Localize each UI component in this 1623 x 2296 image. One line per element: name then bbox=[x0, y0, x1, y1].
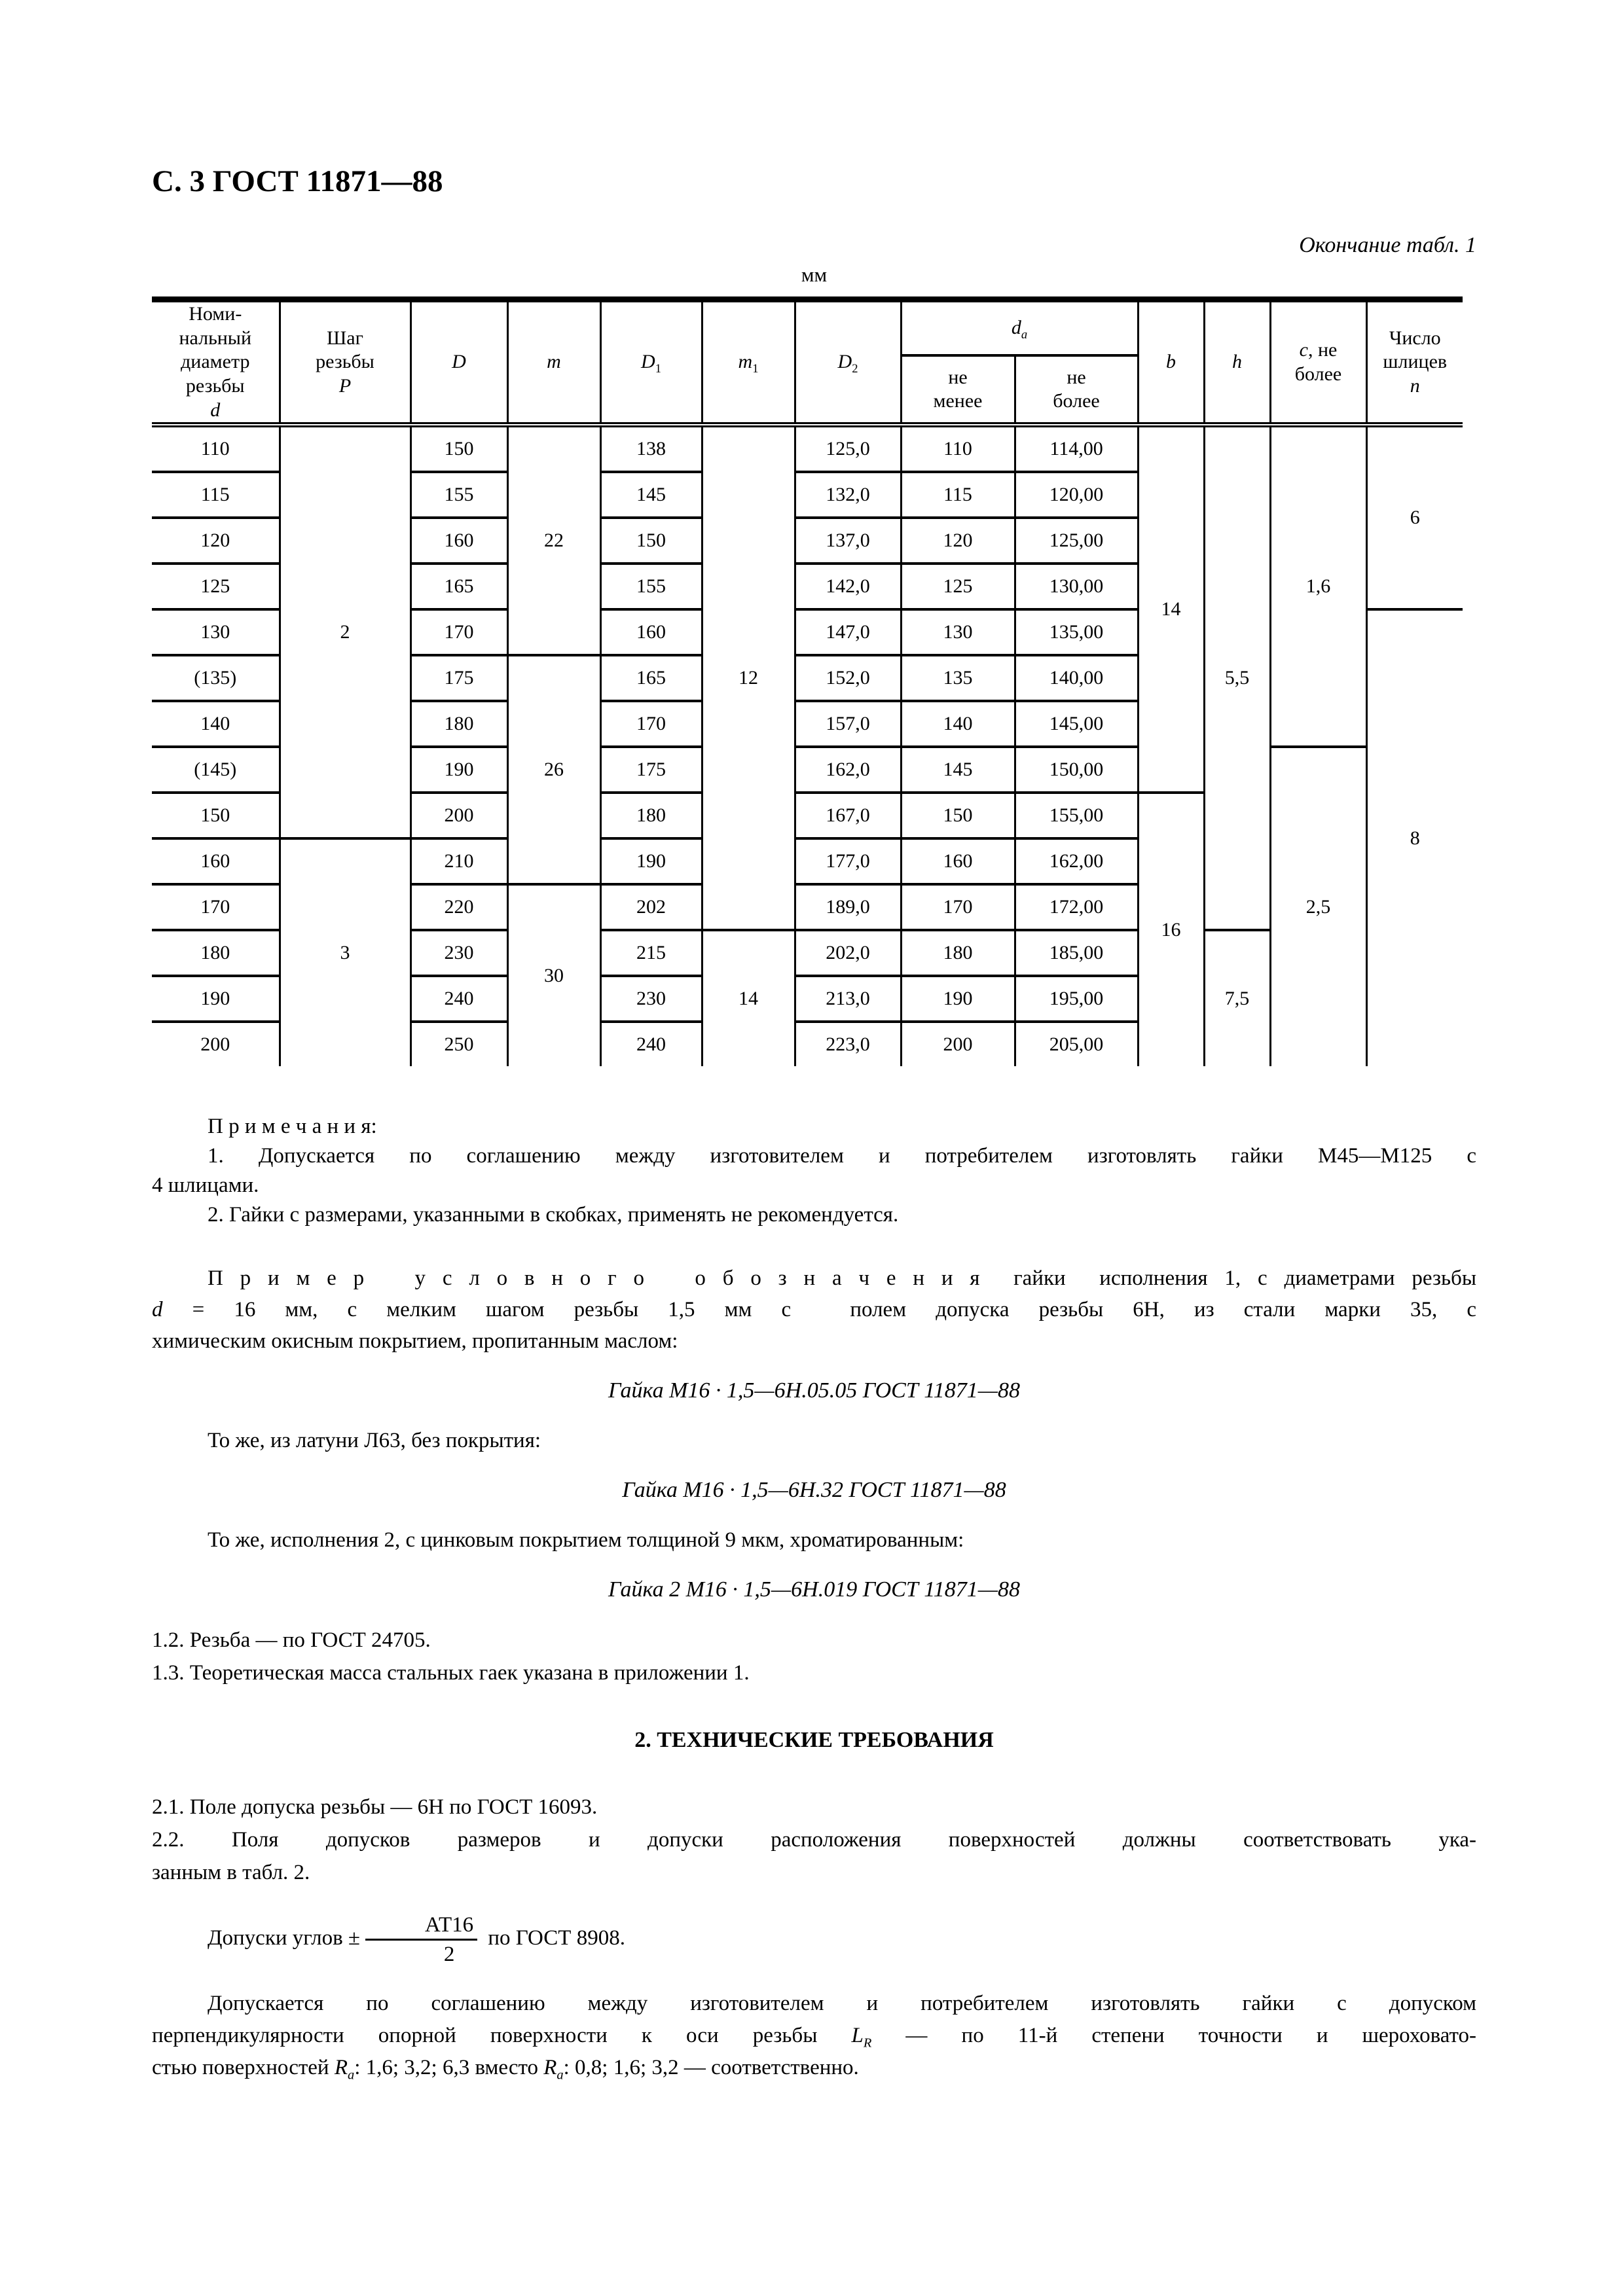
cell-D2: 132,0 bbox=[795, 472, 901, 518]
units-label: мм bbox=[801, 263, 828, 287]
tolerance-formula bbox=[152, 1911, 1476, 1968]
cell-D: 150 bbox=[410, 425, 507, 472]
final-line bbox=[152, 2020, 1476, 2052]
cell-D: 190 bbox=[410, 747, 507, 793]
table-caption: Окончание табл. 1 bbox=[1299, 232, 1476, 257]
designation-line: Гайка 2 М16 · 1,5—6Н.019 ГОСТ 11871—88 bbox=[608, 1577, 1020, 1602]
column-header-h bbox=[1204, 300, 1270, 425]
cell-b: 16 bbox=[1138, 793, 1204, 1066]
cell-da-max: 150,00 bbox=[1015, 747, 1138, 793]
cell-da-max: 172,00 bbox=[1015, 884, 1138, 930]
variable-D: D bbox=[452, 351, 466, 373]
variable-m: m bbox=[547, 351, 561, 373]
cell-da-max: 185,00 bbox=[1015, 930, 1138, 976]
cell-D: 220 bbox=[410, 884, 507, 930]
header-text: резьбы bbox=[316, 351, 374, 373]
cell-m: 26 bbox=[507, 655, 600, 884]
cell-D1: 165 bbox=[600, 655, 702, 701]
dimensions-table bbox=[152, 296, 1463, 1066]
header-text: более bbox=[1294, 363, 1342, 385]
header-text: не bbox=[948, 366, 968, 388]
cell-h: 5,5 bbox=[1204, 425, 1270, 930]
cell-da-min: 125 bbox=[901, 564, 1015, 609]
clause-line: 1.2. Резьба — по ГОСТ 24705. bbox=[152, 1628, 431, 1653]
cell-da-min: 160 bbox=[901, 838, 1015, 884]
cell-D1: 138 bbox=[600, 425, 702, 472]
example-text: = 16 мм, с мелким шагом резьбы 1,5 мм с полем допуска резьбы 6Н, из стали марки 35, с bbox=[162, 1298, 1476, 1322]
variable-m1: m bbox=[738, 351, 753, 373]
header-text: менее bbox=[933, 390, 983, 412]
fraction bbox=[365, 1911, 477, 1968]
cell-D2: 152,0 bbox=[795, 655, 901, 701]
cell-D: 230 bbox=[410, 930, 507, 976]
fraction-denominator: 2 bbox=[443, 1942, 455, 1966]
cell-n: 8 bbox=[1366, 609, 1463, 1066]
plus-minus-sign: ± bbox=[348, 1926, 361, 1950]
example-text: гайки исполнения 1, с диаметрами резьбы bbox=[979, 1266, 1476, 1291]
designation-line: Гайка М16 · 1,5—6Н.32 ГОСТ 11871—88 bbox=[622, 1478, 1006, 1503]
formula-text: по ГОСТ 8908. bbox=[483, 1926, 625, 1950]
cell-da-min: 135 bbox=[901, 655, 1015, 701]
designation-line: Гайка М16 · 1,5—6Н.05.05 ГОСТ 11871—88 bbox=[608, 1378, 1020, 1403]
note-line: 4 шлицами. bbox=[152, 1174, 259, 1198]
cell-da-min: 180 bbox=[901, 930, 1015, 976]
notes-title: П р и м е ч а н и я: bbox=[208, 1115, 377, 1139]
cell-d: 115 bbox=[152, 472, 280, 518]
variable-n: n bbox=[1410, 374, 1420, 397]
cell-da-min: 130 bbox=[901, 609, 1015, 655]
cell-d: 125 bbox=[152, 564, 280, 609]
subscript: a bbox=[1021, 328, 1028, 342]
cell-D1: 150 bbox=[600, 518, 702, 564]
cell-c: 1,6 bbox=[1270, 425, 1366, 747]
cell-d: 180 bbox=[152, 930, 280, 976]
cell-D2: 202,0 bbox=[795, 930, 901, 976]
final-text: : 1,6; 3,2; 6,3 вместо bbox=[354, 2055, 544, 2079]
header-text: диаметр bbox=[181, 351, 250, 373]
final-text: — по 11-й степени точности и шероховато- bbox=[871, 2023, 1476, 2047]
column-header-b bbox=[1138, 300, 1204, 425]
cell-m: 30 bbox=[507, 884, 600, 1066]
cell-D: 210 bbox=[410, 838, 507, 884]
final-paragraph bbox=[152, 1988, 1476, 2084]
cell-D1: 230 bbox=[600, 976, 702, 1022]
cell-d: (135) bbox=[152, 655, 280, 701]
clause-line: 1.3. Теоретическая масса стальных гаек указана в приложении 1. bbox=[152, 1661, 750, 1685]
header-text: шлицев bbox=[1383, 351, 1448, 373]
example-line bbox=[152, 1263, 1476, 1294]
alternative-line: То же, из латуни Л63, без покрытия: bbox=[208, 1429, 541, 1453]
header-text: нальный bbox=[179, 327, 252, 349]
cell-b: 14 bbox=[1138, 425, 1204, 793]
cell-d: (145) bbox=[152, 747, 280, 793]
cell-da-min: 115 bbox=[901, 472, 1015, 518]
variable-d: d bbox=[210, 399, 221, 421]
cell-D: 170 bbox=[410, 609, 507, 655]
cell-D: 250 bbox=[410, 1022, 507, 1066]
variable-c: с bbox=[1299, 339, 1308, 361]
cell-D2: 177,0 bbox=[795, 838, 901, 884]
cell-da-max: 125,00 bbox=[1015, 518, 1138, 564]
subscript: R bbox=[863, 2036, 872, 2051]
clause-line: занным в табл. 2. bbox=[152, 1860, 310, 1884]
header-text: более bbox=[1053, 390, 1100, 412]
header-text: , не bbox=[1307, 339, 1338, 361]
column-header-P bbox=[280, 300, 410, 425]
cell-D2: 167,0 bbox=[795, 793, 901, 838]
page-header: С. 3 ГОСТ 11871—88 bbox=[152, 164, 443, 198]
cell-D2: 189,0 bbox=[795, 884, 901, 930]
cell-D2: 162,0 bbox=[795, 747, 901, 793]
cell-D: 160 bbox=[410, 518, 507, 564]
cell-D1: 190 bbox=[600, 838, 702, 884]
cell-da-max: 114,00 bbox=[1015, 425, 1138, 472]
cell-D1: 145 bbox=[600, 472, 702, 518]
column-header-n bbox=[1366, 300, 1463, 425]
variable-d: d bbox=[152, 1298, 163, 1322]
column-header-da bbox=[901, 300, 1138, 356]
formula-text: Допуски углов bbox=[208, 1926, 348, 1950]
variable-Ra: R bbox=[334, 2055, 348, 2079]
cell-da-min: 200 bbox=[901, 1022, 1015, 1066]
header-text: Шаг bbox=[327, 327, 363, 349]
cell-D1: 160 bbox=[600, 609, 702, 655]
cell-D: 165 bbox=[410, 564, 507, 609]
final-line bbox=[152, 2052, 1476, 2084]
cell-D1: 202 bbox=[600, 884, 702, 930]
cell-d: 130 bbox=[152, 609, 280, 655]
variable-Ra: R bbox=[543, 2055, 557, 2079]
cell-D2: 137,0 bbox=[795, 518, 901, 564]
cell-D2: 142,0 bbox=[795, 564, 901, 609]
cell-da-min: 140 bbox=[901, 701, 1015, 747]
variable-P: P bbox=[338, 374, 352, 397]
cell-D: 175 bbox=[410, 655, 507, 701]
example-line bbox=[152, 1294, 1476, 1325]
column-header-da-min bbox=[901, 355, 1015, 425]
cell-da-max: 130,00 bbox=[1015, 564, 1138, 609]
cell-D1: 240 bbox=[600, 1022, 702, 1066]
cell-da-max: 140,00 bbox=[1015, 655, 1138, 701]
cell-m1: 14 bbox=[702, 930, 795, 1066]
final-text: стью поверхностей bbox=[152, 2055, 335, 2079]
cell-d: 160 bbox=[152, 838, 280, 884]
header-text: Число bbox=[1389, 327, 1441, 349]
subscript: 1 bbox=[752, 362, 759, 376]
cell-D2: 125,0 bbox=[795, 425, 901, 472]
cell-D2: 213,0 bbox=[795, 976, 901, 1022]
cell-d: 110 bbox=[152, 425, 280, 472]
cell-D1: 175 bbox=[600, 747, 702, 793]
alternative-line: То же, исполнения 2, с цинковым покрытием толщиной 9 мкм, хроматированным: bbox=[208, 1528, 964, 1552]
cell-m1: 12 bbox=[702, 425, 795, 930]
cell-h: 7,5 bbox=[1204, 930, 1270, 1066]
spaced-lead: П р и м е р у с л о в н о г о о б о з н а ч е н и я bbox=[208, 1266, 980, 1291]
header-row-1 bbox=[152, 300, 1463, 356]
cell-d: 200 bbox=[152, 1022, 280, 1066]
example-paragraph bbox=[152, 1263, 1476, 1357]
cell-da-max: 145,00 bbox=[1015, 701, 1138, 747]
note-line: 2. Гайки с размерами, указанными в скобках, применять не рекомендуется. bbox=[208, 1203, 899, 1227]
cell-da-min: 110 bbox=[901, 425, 1015, 472]
cell-D2: 223,0 bbox=[795, 1022, 901, 1066]
cell-D: 200 bbox=[410, 793, 507, 838]
section2-clauses bbox=[152, 1791, 1476, 1889]
column-header-m1 bbox=[702, 300, 795, 425]
cell-da-min: 170 bbox=[901, 884, 1015, 930]
cell-d: 140 bbox=[152, 701, 280, 747]
cell-D: 240 bbox=[410, 976, 507, 1022]
header-text: Номи- bbox=[189, 303, 242, 325]
subscript: a bbox=[556, 2068, 564, 2083]
cell-d: 150 bbox=[152, 793, 280, 838]
cell-m: 22 bbox=[507, 425, 600, 655]
cell-d: 120 bbox=[152, 518, 280, 564]
header-text: не bbox=[1067, 366, 1086, 388]
cell-da-min: 190 bbox=[901, 976, 1015, 1022]
clause-line: 2.2. Поля допусков размеров и допуски расположения поверхностей должны соответствовать ука- bbox=[152, 1827, 1476, 1852]
column-header-d bbox=[152, 300, 280, 425]
cell-da-max: 155,00 bbox=[1015, 793, 1138, 838]
fraction-numerator: АТ16 bbox=[365, 1911, 477, 1941]
subscript: 2 bbox=[852, 362, 858, 376]
cell-P: 2 bbox=[280, 425, 410, 838]
variable-h: h bbox=[1232, 351, 1243, 373]
cell-c: 2,5 bbox=[1270, 747, 1366, 1066]
column-header-D bbox=[410, 300, 507, 425]
cell-da-min: 120 bbox=[901, 518, 1015, 564]
notes-block bbox=[152, 1112, 1476, 1230]
variable-D2: D bbox=[837, 351, 852, 373]
cell-da-max: 135,00 bbox=[1015, 609, 1138, 655]
cell-da-max: 195,00 bbox=[1015, 976, 1138, 1022]
variable-LR: L bbox=[851, 2023, 864, 2047]
cell-P: 3 bbox=[280, 838, 410, 1066]
cell-da-min: 150 bbox=[901, 793, 1015, 838]
cell-d: 170 bbox=[152, 884, 280, 930]
cell-D: 155 bbox=[410, 472, 507, 518]
header-text: резьбы bbox=[185, 374, 245, 397]
subscript: 1 bbox=[655, 362, 661, 376]
subscript: a bbox=[348, 2068, 355, 2083]
column-header-m bbox=[507, 300, 600, 425]
column-header-D1 bbox=[600, 300, 702, 425]
cell-D2: 157,0 bbox=[795, 701, 901, 747]
variable-b: b bbox=[1166, 351, 1176, 373]
final-line: Допускается по соглашению между изготовителем и потребителем изготовлять гайки с допуском bbox=[208, 1991, 1476, 2015]
cell-d: 190 bbox=[152, 976, 280, 1022]
cell-D2: 147,0 bbox=[795, 609, 901, 655]
cell-da-max: 205,00 bbox=[1015, 1022, 1138, 1066]
variable-da: d bbox=[1011, 317, 1021, 339]
clauses-block bbox=[152, 1624, 1476, 1689]
final-text: : 0,8; 1,6; 3,2 — соответственно. bbox=[563, 2055, 859, 2079]
cell-da-max: 162,00 bbox=[1015, 838, 1138, 884]
cell-D: 180 bbox=[410, 701, 507, 747]
table-row bbox=[152, 425, 1463, 472]
note-line: 1. Допускается по соглашению между изготовителем и потребителем изготовлять гайки М45—М125 с bbox=[208, 1144, 1476, 1168]
cell-D1: 215 bbox=[600, 930, 702, 976]
final-text: перпендикулярности опорной поверхности к оси резьбы bbox=[152, 2023, 852, 2047]
cell-n: 6 bbox=[1366, 425, 1463, 609]
clause-line: 2.1. Поле допуска резьбы — 6Н по ГОСТ 16093. bbox=[152, 1795, 598, 1819]
column-header-da-max bbox=[1015, 355, 1138, 425]
cell-da-min: 145 bbox=[901, 747, 1015, 793]
cell-da-max: 120,00 bbox=[1015, 472, 1138, 518]
cell-D1: 155 bbox=[600, 564, 702, 609]
section-title: 2. ТЕХНИЧЕСКИЕ ТРЕБОВАНИЯ bbox=[634, 1728, 994, 1753]
cell-D1: 170 bbox=[600, 701, 702, 747]
cell-D1: 180 bbox=[600, 793, 702, 838]
example-line: химическим окисным покрытием, пропитанным маслом: bbox=[152, 1329, 678, 1354]
column-header-c bbox=[1270, 300, 1366, 425]
column-header-D2 bbox=[795, 300, 901, 425]
variable-D1: D bbox=[641, 351, 655, 373]
